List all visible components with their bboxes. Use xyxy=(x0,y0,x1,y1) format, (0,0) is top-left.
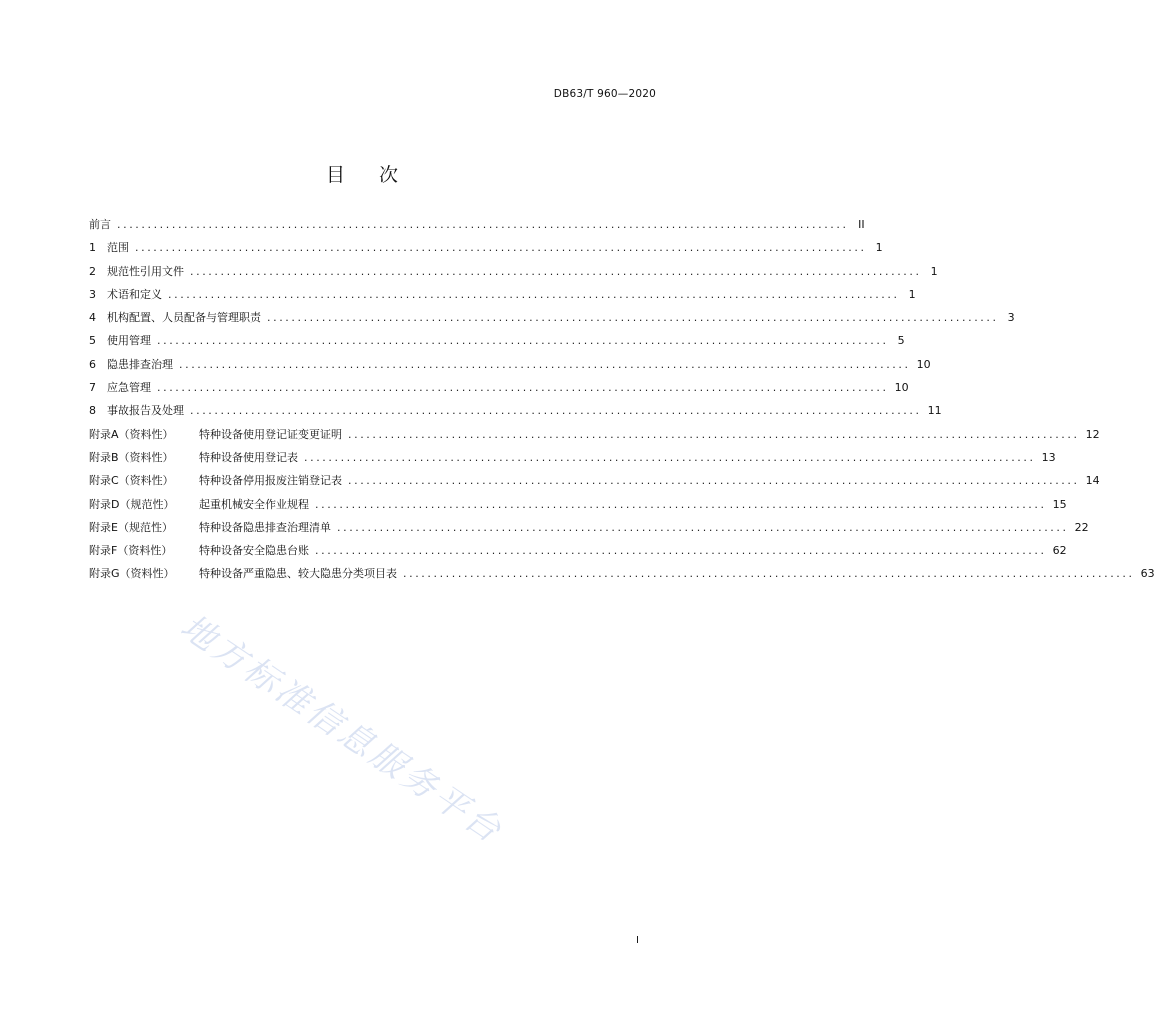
toc-entry-label: 特种设备隐患排查治理清单 xyxy=(199,520,331,534)
toc-entry[interactable] xyxy=(89,332,905,355)
toc-entry[interactable] xyxy=(89,426,1100,449)
page-title: 目次 xyxy=(325,164,432,186)
toc-entry[interactable] xyxy=(89,356,931,379)
toc-entry-label: 前言 xyxy=(89,218,111,231)
toc-entry-number: 4 xyxy=(89,311,96,325)
toc-entry-page: 11 xyxy=(927,404,942,418)
toc-entry-page: 12 xyxy=(1085,427,1100,441)
toc-entry[interactable] xyxy=(89,402,942,425)
toc-entry[interactable] xyxy=(89,496,1067,519)
toc-appendix-prefix: 附录D（规范性） xyxy=(89,497,175,511)
watermark: 地方标准信息服务平台 xyxy=(173,606,511,853)
toc-leader-dots: ........................................................................................................................ xyxy=(315,544,1047,558)
toc-entry-page: 5 xyxy=(897,334,905,348)
toc-leader-dots: ........................................................................................................................ xyxy=(348,427,1080,441)
toc-leader-dots: ........................................................................................................................ xyxy=(190,264,922,278)
toc-entry-page: 10 xyxy=(916,357,931,371)
toc-entry-number: 8 xyxy=(89,404,96,418)
toc-entry-label: 特种设备使用登记表 xyxy=(199,450,298,464)
toc-leader-dots: ........................................................................................................................ xyxy=(190,404,922,418)
page-number: I xyxy=(636,935,639,946)
toc-entry-label: 隐患排查治理 xyxy=(107,357,173,371)
toc-leader-dots: ........................................................................................................................ xyxy=(157,334,889,348)
toc-entry-page: 63 xyxy=(1140,567,1155,581)
toc-appendix-prefix: 附录C（资料性） xyxy=(89,474,174,488)
toc-entry-number: 3 xyxy=(89,287,96,301)
toc-entry-page: 22 xyxy=(1074,520,1089,534)
toc-leader-dots: ........................................................................................................................ xyxy=(315,497,1047,511)
toc-leader-dots: ........................................................................................................................ xyxy=(168,287,900,301)
toc-entry-label: 范围 xyxy=(107,241,129,255)
toc-entry[interactable] xyxy=(89,263,938,286)
toc-leader-dots: ........................................................................................................................ xyxy=(179,357,911,371)
toc-entry-number: 2 xyxy=(89,264,96,278)
toc-entry-label: 使用管理 xyxy=(107,334,151,348)
toc-entry-number: 5 xyxy=(89,334,96,348)
toc-leader-dots: ........................................................................................................................ xyxy=(403,567,1135,581)
toc-entry[interactable] xyxy=(89,519,1089,542)
toc-entry-page: II xyxy=(858,218,865,231)
toc-entry-number: 1 xyxy=(89,241,96,255)
toc-entry-label: 特种设备安全隐患台账 xyxy=(199,544,309,558)
toc-entry-label: 应急管理 xyxy=(107,381,151,395)
toc-entry-label: 特种设备停用报废注销登记表 xyxy=(199,474,342,488)
toc-entry-page: 13 xyxy=(1041,450,1056,464)
toc-leader-dots: ........................................................................................................................ xyxy=(135,241,867,255)
toc-entry[interactable] xyxy=(89,565,1155,588)
toc-entry[interactable] xyxy=(89,239,883,262)
toc-appendix-prefix: 附录B（资料性） xyxy=(89,450,174,464)
toc-entry-page: 1 xyxy=(875,241,883,255)
toc-leader-dots: ........................................................................................................................ xyxy=(337,520,1069,534)
table-of-contents xyxy=(89,216,1155,589)
toc-entry-page: 15 xyxy=(1052,497,1067,511)
toc-entry[interactable] xyxy=(89,449,1056,472)
toc-entry-label: 事故报告及处理 xyxy=(107,404,184,418)
toc-leader-dots: ........................................................................................................................ xyxy=(348,474,1080,488)
toc-entry-label: 规范性引用文件 xyxy=(107,264,184,278)
toc-entry-label: 特种设备使用登记证变更证明 xyxy=(199,427,342,441)
toc-entry[interactable] xyxy=(89,542,1067,565)
toc-appendix-prefix: 附录G（资料性） xyxy=(89,567,175,581)
toc-entry-label: 术语和定义 xyxy=(107,287,162,301)
toc-entry-page: 3 xyxy=(1007,311,1015,325)
toc-entry[interactable] xyxy=(89,286,916,309)
toc-entry-page: 14 xyxy=(1085,474,1100,488)
toc-leader-dots: ........................................................................................................................ xyxy=(304,450,1036,464)
toc-leader-dots: ........................................................................................................................ xyxy=(117,218,849,231)
standard-code: DB63/T 960—2020 xyxy=(553,88,656,100)
toc-entry-page: 1 xyxy=(930,264,938,278)
toc-entry-label: 机构配置、人员配备与管理职责 xyxy=(107,311,261,325)
toc-appendix-prefix: 附录F（资料性） xyxy=(89,544,173,558)
toc-entry-page: 10 xyxy=(894,381,909,395)
toc-leader-dots: ........................................................................................................................ xyxy=(157,381,889,395)
toc-entry-label: 起重机械安全作业规程 xyxy=(199,497,309,511)
toc-entry-page: 62 xyxy=(1052,544,1067,558)
toc-entry[interactable] xyxy=(89,216,865,239)
toc-entry[interactable] xyxy=(89,472,1100,495)
toc-leader-dots: ........................................................................................................................ xyxy=(267,311,999,325)
toc-entry[interactable] xyxy=(89,309,1015,332)
toc-entry-page: 1 xyxy=(908,287,916,301)
toc-entry[interactable] xyxy=(89,379,909,402)
toc-entry-label: 特种设备严重隐患、较大隐患分类项目表 xyxy=(199,567,397,581)
toc-entry-number: 7 xyxy=(89,381,96,395)
toc-appendix-prefix: 附录A（资料性） xyxy=(89,427,174,441)
toc-appendix-prefix: 附录E（规范性） xyxy=(89,520,173,534)
toc-entry-number: 6 xyxy=(89,357,96,371)
